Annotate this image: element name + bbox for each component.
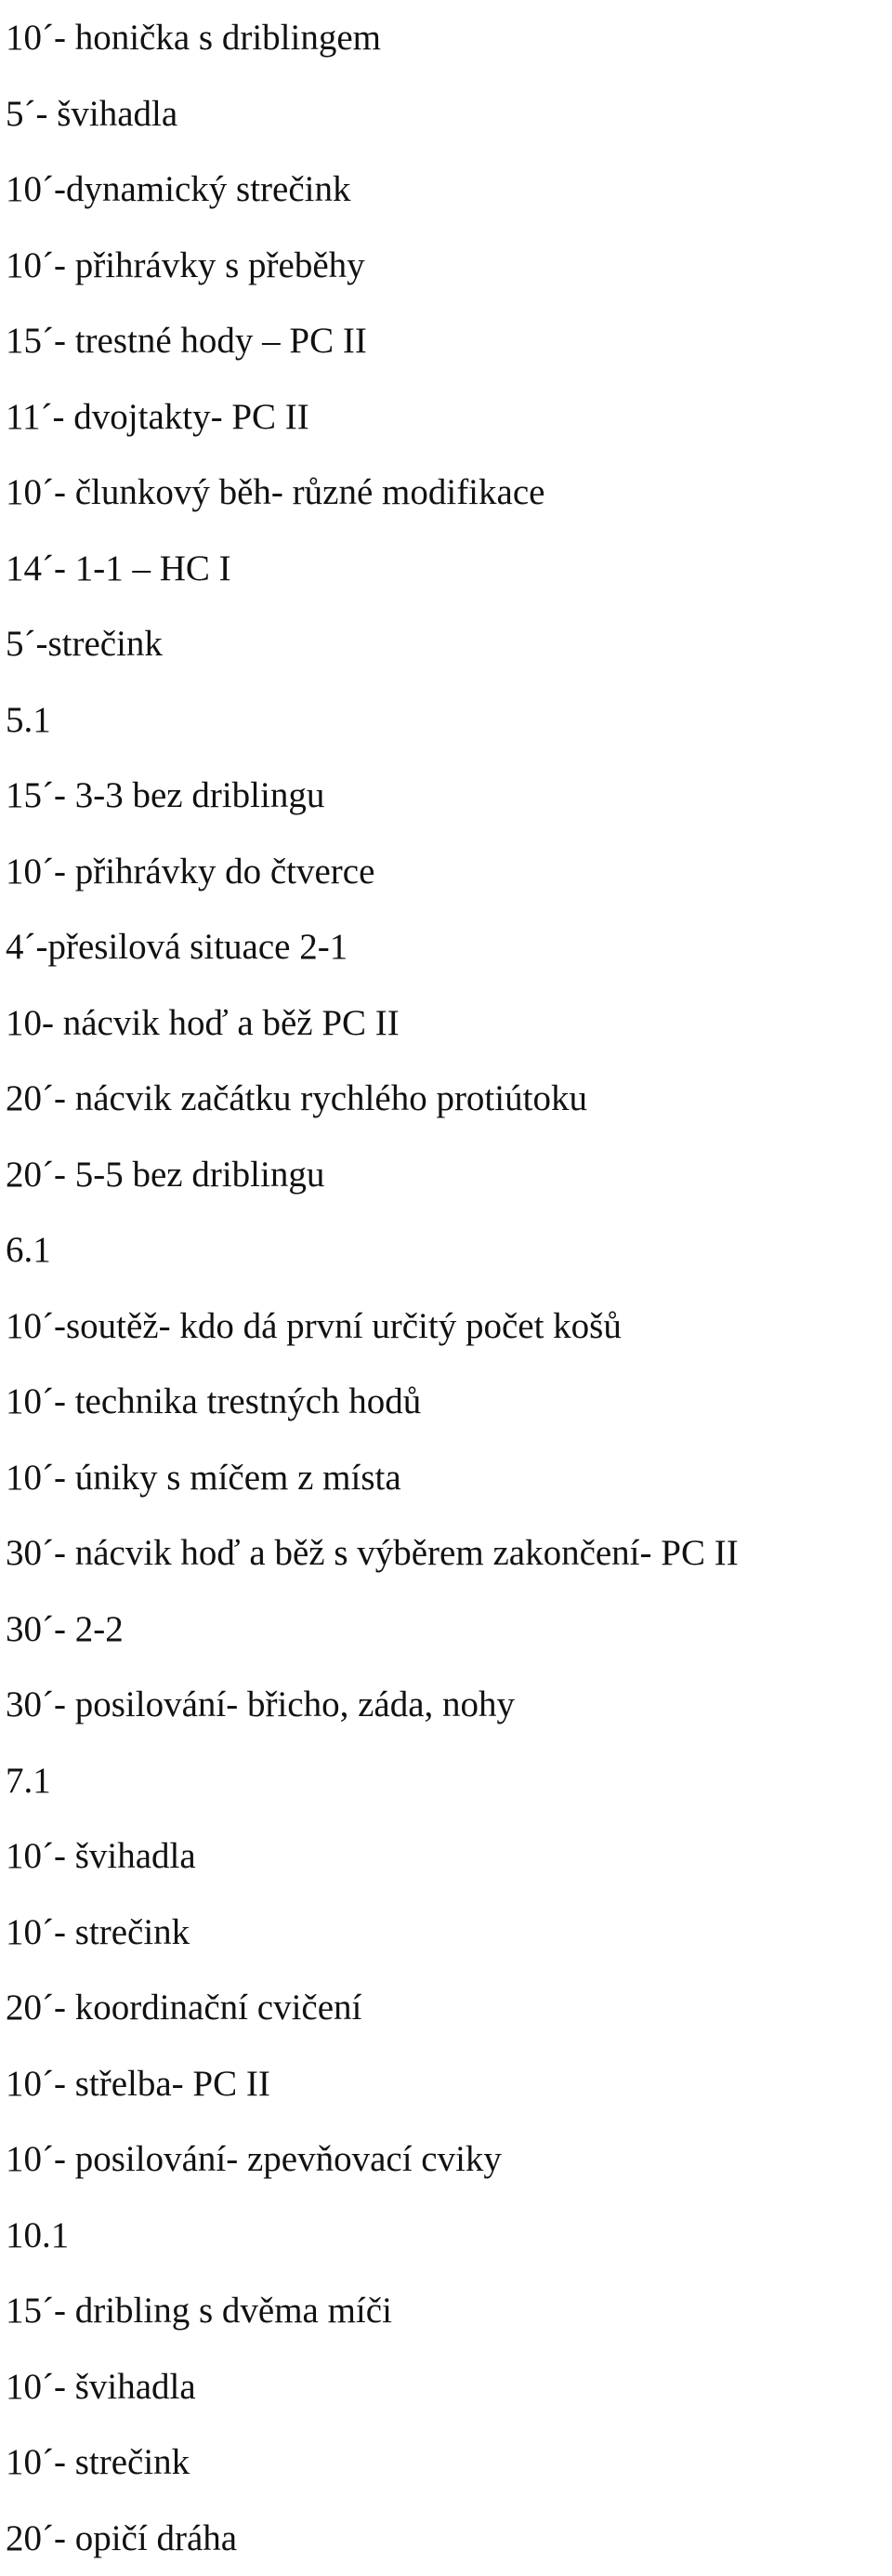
text-line: 20´- 5-5 bez driblingu <box>6 1137 892 1213</box>
text-line: 10´- přihrávky do čtverce <box>6 834 892 910</box>
text-line: 20´- koordinační cvičení <box>6 1970 892 2046</box>
text-line: 30´- 2-2 <box>6 1592 892 1668</box>
text-line: 11´- dvojtakty- PC II <box>6 379 892 456</box>
text-line: 10´- posilování- zpevňovací cviky <box>6 2121 892 2198</box>
text-line: 10´- přihrávky s přeběhy <box>6 228 892 304</box>
text-line: 10´- člunkový běh- různé modifikace <box>6 455 892 531</box>
text-line: 10´-dynamický strečink <box>6 152 892 228</box>
text-line: 10´- strečink <box>6 1895 892 1971</box>
text-line: 20´- nácvik začátku rychlého protiútoku <box>6 1061 892 1137</box>
text-line: 20´- opičí dráha <box>6 2501 892 2576</box>
text-line: 15´- trestné hody – PC II <box>6 303 892 379</box>
text-line: 10´- švihadla <box>6 2349 892 2425</box>
date-heading: 7.1 <box>6 1743 892 1819</box>
date-heading: 5.1 <box>6 682 892 759</box>
date-heading: 6.1 <box>6 1212 892 1288</box>
text-line: 10´-soutěž- kdo dá první určitý počet košů <box>6 1288 892 1365</box>
text-line: 30´- posilování- břicho, záda, nohy <box>6 1667 892 1743</box>
text-line: 15´- 3-3 bez driblingu <box>6 758 892 834</box>
text-line: 10´- švihadla <box>6 1818 892 1895</box>
text-line: 5´- švihadla <box>6 76 892 152</box>
text-line: 10- nácvik hoď a běž PC II <box>6 985 892 1062</box>
text-line: 10´- úniky s míčem z místa <box>6 1440 892 1516</box>
text-line: 10´- střelba- PC II <box>6 2046 892 2122</box>
text-line: 30´- nácvik hoď a běž s výběrem zakončení- PC II <box>6 1515 892 1592</box>
text-line: 10´- strečink <box>6 2424 892 2501</box>
date-heading: 10.1 <box>6 2198 892 2274</box>
text-line: 10´- technika trestných hodů <box>6 1364 892 1440</box>
text-line: 14´- 1-1 – HC I <box>6 531 892 607</box>
text-line: 4´-přesilová situace 2-1 <box>6 909 892 985</box>
text-line: 5´-strečink <box>6 606 892 682</box>
text-line: 10´- honička s driblingem <box>6 0 892 76</box>
text-line: 15´- dribling s dvěma míči <box>6 2273 892 2349</box>
